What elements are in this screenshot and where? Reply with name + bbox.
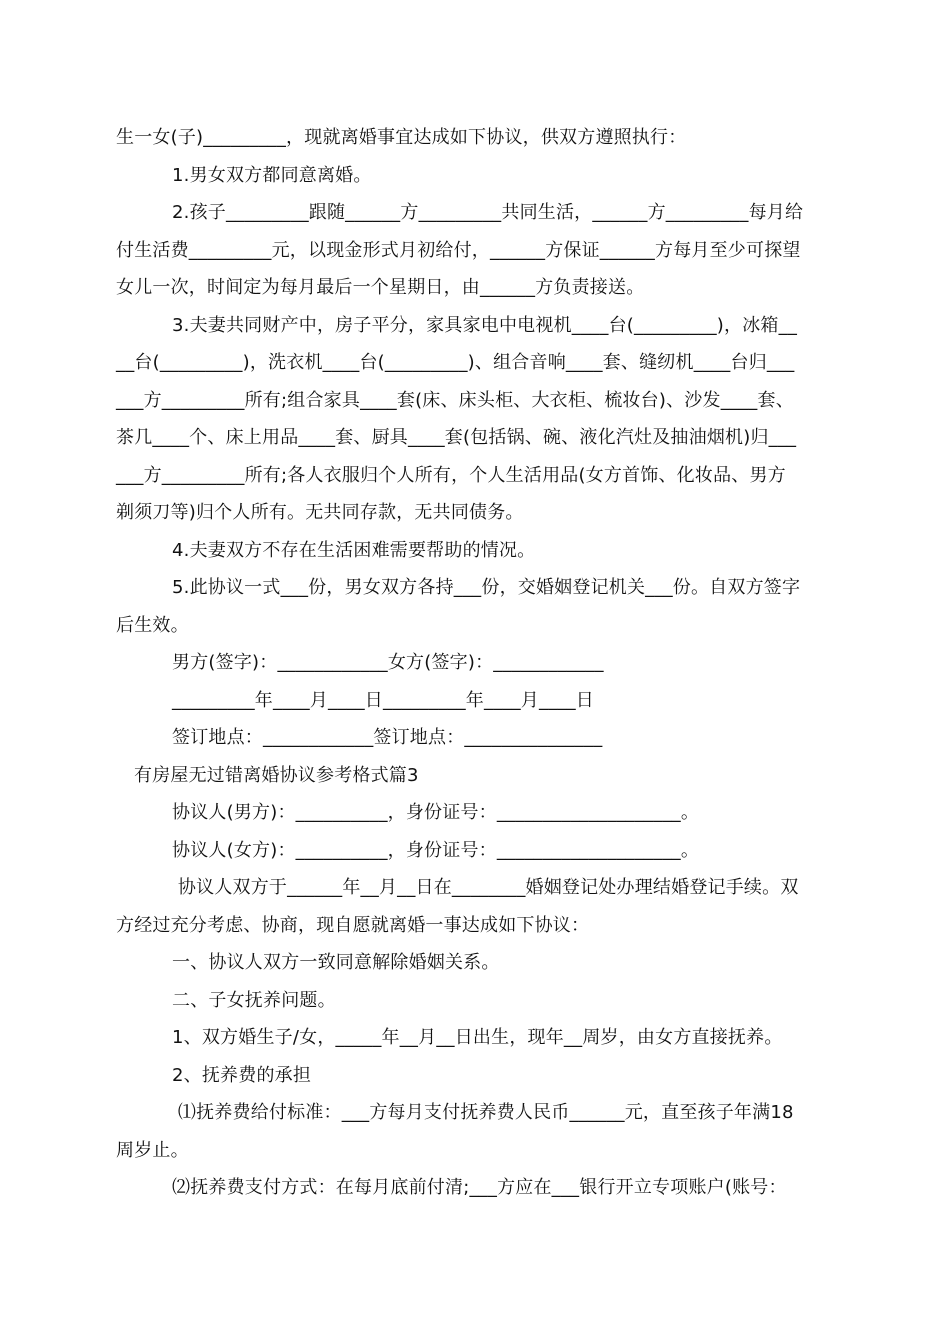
paragraph-line: __台(_________)，洗衣机____台(_________)、组合音响____套、缝纫机____台归___ (116, 352, 795, 373)
paragraph-line: 1.男女双方都同意离婚。 (172, 165, 372, 186)
party-line: 协议人(女方)：__________，身份证号：____________________。 (172, 840, 700, 861)
paragraph-line: ⑴抚养费给付标准：___方每月支付抚养费人民币______元，直至孩子年满18 (172, 1102, 794, 1123)
paragraph-line: 后生效。 (116, 615, 189, 636)
paragraph-line: 4.夫妻双方不存在生活困难需要帮助的情况。 (172, 540, 536, 561)
date-line: _________年____月____日_________年____月____日 (172, 690, 594, 711)
paragraph-line: 付生活费_________元，以现金形式月初给付，______方保证______方每月至少可探望 (116, 240, 801, 261)
paragraph-line: 剃须刀等)归个人所有。无共同存款，无共同债务。 (116, 502, 524, 523)
paragraph-line: ___方_________所有;组合家具____套(床、床头柜、大衣柜、梳妆台)、沙发____套、 (116, 390, 794, 411)
paragraph-line: 女儿一次，时间定为每月最后一个星期日，由______方负责接送。 (116, 277, 645, 298)
party-line: 协议人(男方)：__________，身份证号：____________________。 (172, 802, 700, 823)
paragraph-line: 二、子女抚养问题。 (172, 990, 336, 1011)
signature-line: 男方(签字)：____________女方(签字)：____________ (172, 652, 604, 673)
paragraph-line: 2.孩子_________跟随______方_________共同生活，______方_________每月给 (172, 202, 804, 223)
paragraph-line: 2、抚养费的承担 (172, 1065, 312, 1086)
paragraph-line: 3.夫妻共同财产中，房子平分，家具家电中电视机____台(_________)，冰箱__ (172, 315, 798, 336)
signing-place-line: 签订地点：____________签订地点：_______________ (172, 727, 603, 748)
paragraph-line: 方经过充分考虑、协商，现自愿就离婚一事达成如下协议： (116, 915, 590, 936)
paragraph-line: 协议人双方于______年__月__日在________婚姻登记处办理结婚登记手续。双 (172, 877, 799, 898)
paragraph-line: ⑵抚养费支付方式：在每月底前付清;___方应在___银行开立专项账户(账号： (172, 1177, 787, 1198)
paragraph-line: 生一女(子)_________，现就离婚事宜达成如下协议，供双方遵照执行： (116, 127, 687, 148)
paragraph-line: 茶几____个、床上用品____套、厨具____套(包括锅、碗、液化汽灶及抽油烟机)归___ (116, 427, 797, 448)
paragraph-line: 1、双方婚生子/女，_____年__月__日出生，现年__周岁，由女方直接抚养。 (172, 1027, 783, 1048)
paragraph-line: ___方_________所有;各人衣服归个人所有，个人生活用品(女方首饰、化妆品、男方 (116, 465, 786, 486)
paragraph-line: 周岁止。 (116, 1140, 189, 1161)
paragraph-line: 一、协议人双方一致同意解除婚姻关系。 (172, 952, 500, 973)
section-title: 有房屋无过错离婚协议参考格式篇3 (134, 765, 419, 786)
paragraph-line: 5.此协议一式___份，男女双方各持___份，交婚姻登记机关___份。自双方签字 (172, 577, 801, 598)
